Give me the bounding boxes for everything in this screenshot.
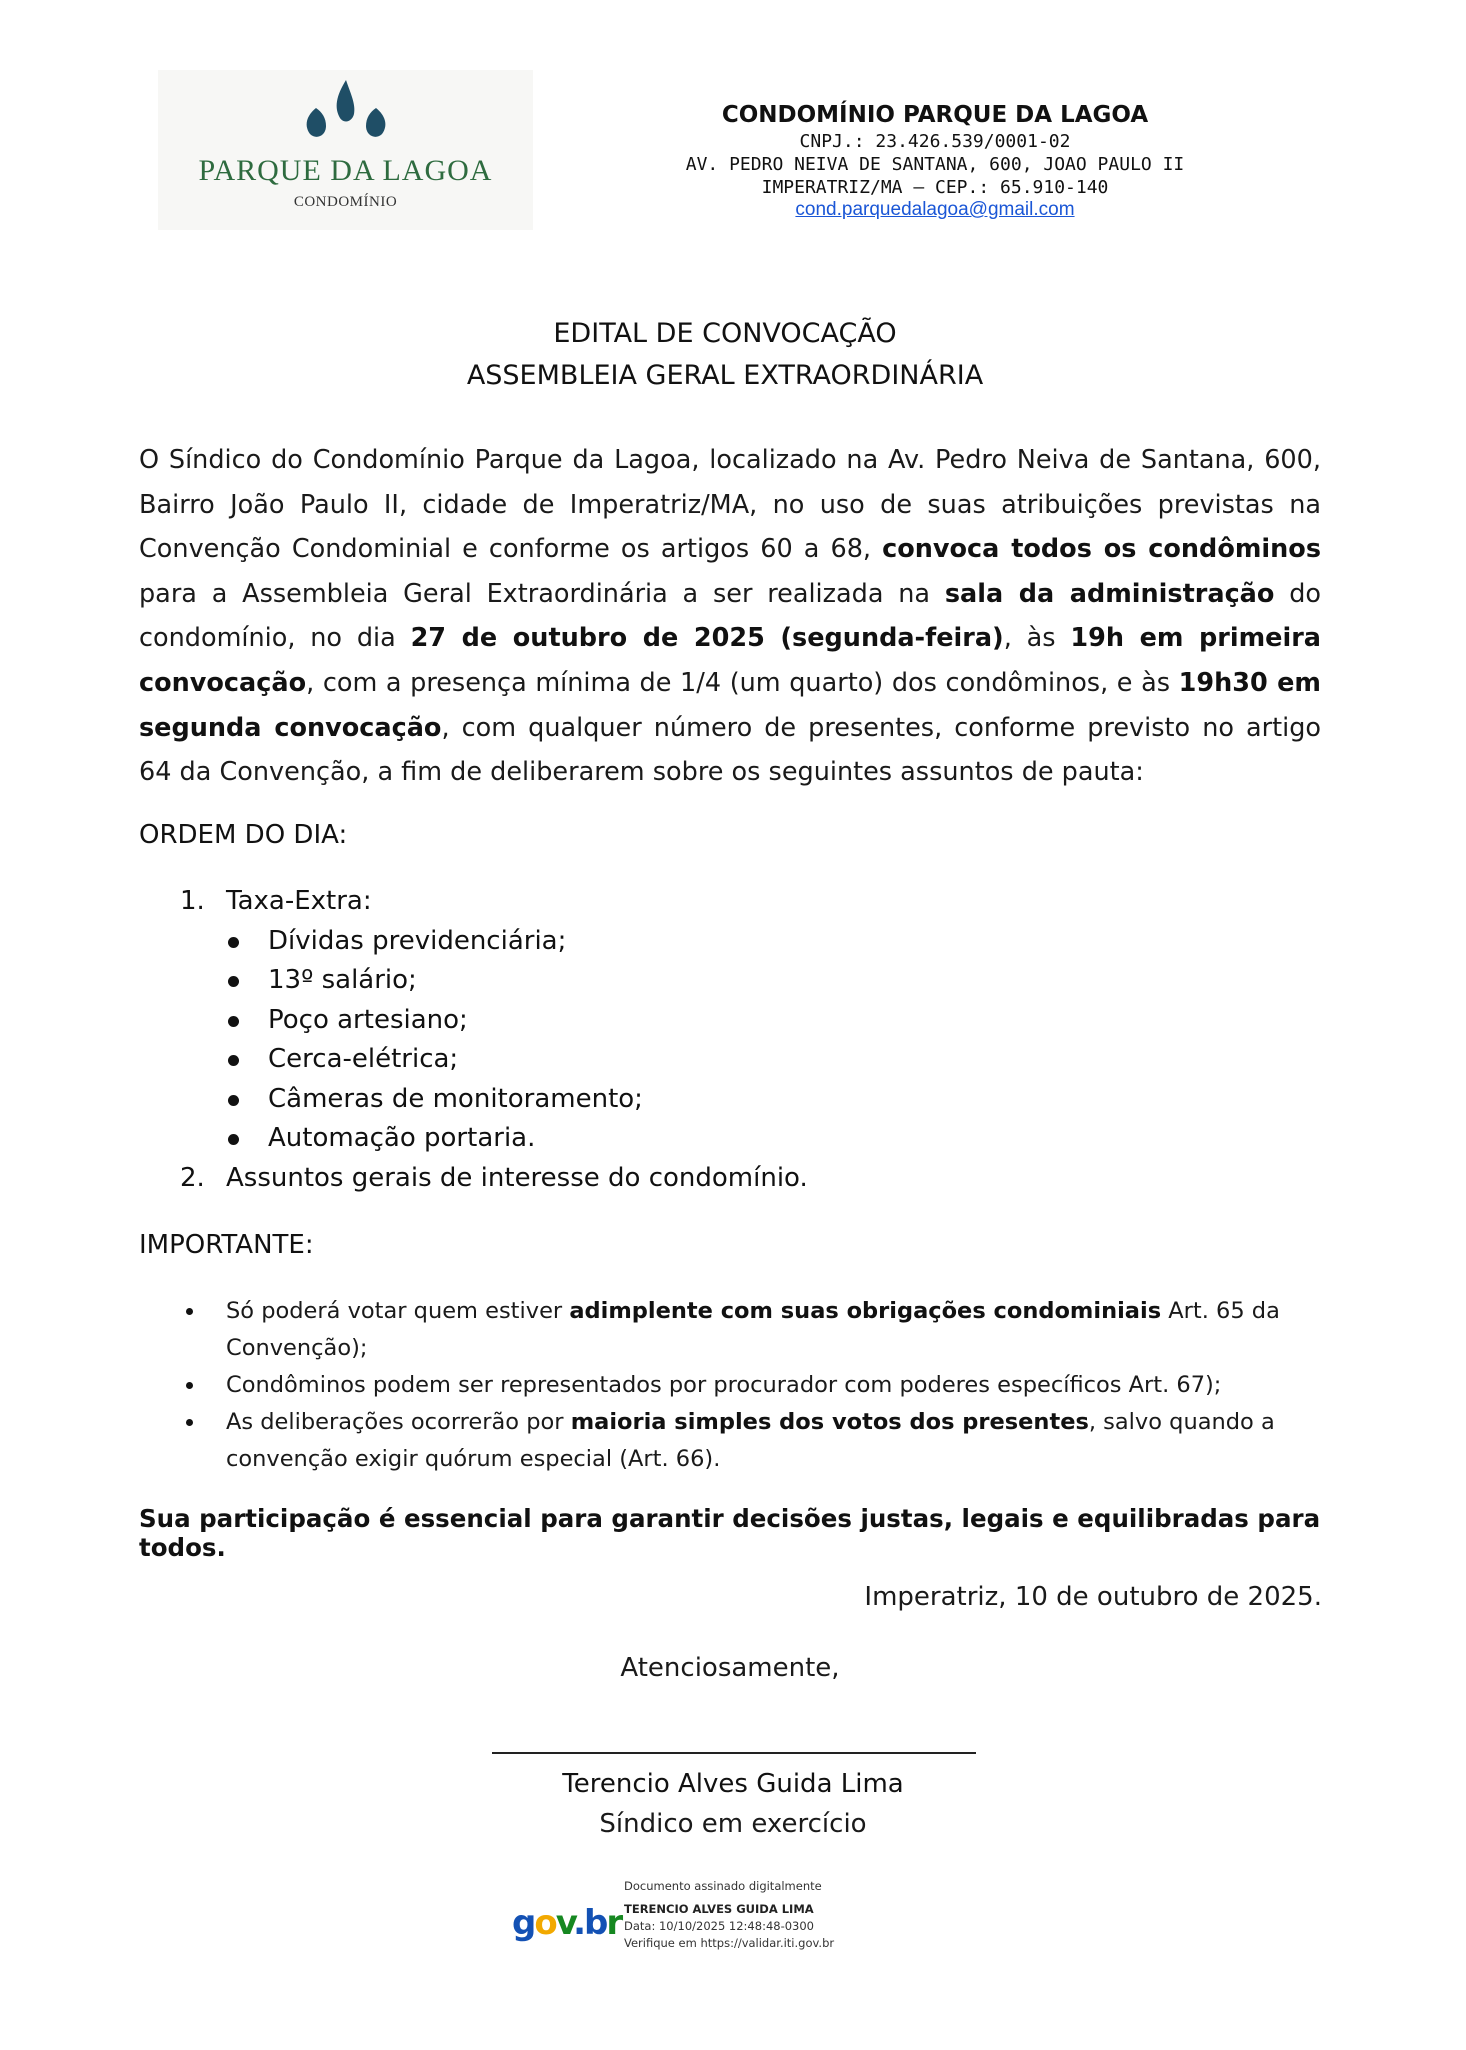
govbr-logo-icon <box>512 1896 622 1946</box>
agenda-subitems <box>180 922 1280 1159</box>
closing-statement: Sua participação é essencial para garantir decisões justas, legais e equilibradas para todos. <box>139 1504 1321 1562</box>
organization-info <box>650 100 1220 221</box>
convocation-paragraph: O Síndico do Condomínio Parque da Lagoa, localizado na Av. Pedro Neiva de Santana, 600, Bairro João Paulo II, cidade de Imperatriz/MA, no uso de suas atribuições previstas na Convenção Condominial e conforme os artigos 60 a 68, convoca todos os condôminos para a Assembleia Geral Extraordinária a ser realizada na sala da administração do condomínio, no dia 27 de outubro de 2025 (segunda-feira), às 19h em primeira convocação, com a presença mínima de 1/4 (um quarto) dos condôminos, e às 19h30 em segunda convocação, com qualquer número de presentes, conforme previsto no artigo 64 da Convenção, a fim de deliberarem sobre os seguintes assuntos de pauta: <box>139 445 1322 788</box>
list-item: Só poderá votar quem estiver adimplente com suas obrigações condominiais Art. 65 da Convenção); <box>182 1293 1292 1367</box>
important-list <box>182 1293 1292 1478</box>
condominium-logo <box>158 70 533 230</box>
svg-text:gov.br: gov.br <box>512 1903 622 1943</box>
signer-name: Terencio Alves Guida Lima <box>562 1769 904 1799</box>
agenda-heading: ORDEM DO DIA: <box>139 820 348 850</box>
list-item: 13º salário; <box>268 961 1280 1001</box>
signature-date: Data: 10/10/2025 12:48:48-0300 <box>624 1919 814 1933</box>
list-item: Automação portaria. <box>268 1119 1280 1159</box>
signature-details <box>624 1878 884 1952</box>
city-cep: IMPERATRIZ/MA – CEP.: 65.910-140 <box>761 177 1109 198</box>
agenda-item-label: Taxa-Extra: <box>226 886 372 916</box>
agenda-list <box>180 882 1280 1198</box>
greeting: Atenciosamente, <box>620 1653 840 1683</box>
address: AV. PEDRO NEIVA DE SANTANA, 600, JOAO PAULO II <box>685 154 1185 175</box>
signer-role: Síndico em exercício <box>599 1809 867 1839</box>
cnpj: CNPJ.: 23.426.539/0001-02 <box>799 131 1071 152</box>
list-item: Cerca-elétrica; <box>268 1040 1280 1080</box>
list-item: Dívidas previdenciária; <box>268 922 1280 962</box>
important-heading: IMPORTANTE: <box>139 1230 314 1260</box>
date-line: Imperatriz, 10 de outubro de 2025. <box>864 1582 1322 1612</box>
logo-name: PARQUE DA LAGOA <box>198 154 493 187</box>
list-item: As deliberações ocorrerão por maioria simples dos votos dos presentes, salvo quando a convenção exigir quórum especial (Art. 66). <box>182 1404 1292 1478</box>
signature-signer: TERENCIO ALVES GUIDA LIMA <box>624 1902 814 1916</box>
email-link[interactable]: cond.parquedalagoa@gmail.com <box>795 199 1075 220</box>
logo-subtitle: CONDOMÍNIO <box>293 194 398 210</box>
list-item: Condôminos podem ser representados por procurador com poderes específicos Art. 67); <box>182 1367 1292 1404</box>
digital-signature-stamp <box>512 1878 872 1968</box>
list-item: Poço artesiano; <box>268 1001 1280 1041</box>
organization-name: CONDOMÍNIO PARQUE DA LAGOA <box>721 102 1149 128</box>
signature-line <box>492 1752 976 1754</box>
agenda-item: 2. Assuntos gerais de interesse do condomínio. <box>180 1162 808 1193</box>
signature-verify-link[interactable]: Verifique em https://validar.iti.gov.br <box>624 1936 835 1950</box>
agenda-item: 1. Taxa-Extra: <box>180 886 372 916</box>
document-title: EDITAL DE CONVOCAÇÃO <box>553 318 897 349</box>
water-drops-icon <box>296 78 396 148</box>
list-item: Câmeras de monitoramento; <box>268 1080 1280 1120</box>
signature-title: Documento assinado digitalmente <box>624 1879 822 1893</box>
document-subtitle: ASSEMBLEIA GERAL EXTRAORDINÁRIA <box>466 360 984 391</box>
agenda-item-label: Assuntos gerais de interesse do condomínio. <box>226 1162 808 1193</box>
